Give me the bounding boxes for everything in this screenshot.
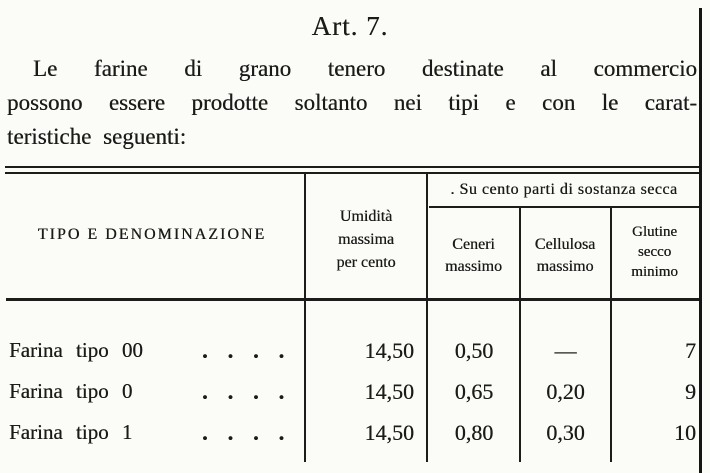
article-title: Art. 7. bbox=[311, 11, 389, 41]
cellulosa-value: — bbox=[554, 338, 577, 363]
umidita-value: 14,50 bbox=[364, 420, 414, 445]
header-line: minimo bbox=[631, 264, 678, 280]
row-label: Farina tipo 0 bbox=[9, 379, 133, 403]
header-umidita-massima bbox=[306, 205, 426, 274]
header-tipo-e-denominazione: TIPO E DENOMINAZIONE bbox=[37, 226, 267, 243]
table-row bbox=[0, 420, 710, 448]
column-divider bbox=[426, 174, 428, 462]
dot-leader: . . . . bbox=[202, 338, 292, 363]
header-ceneri-massimo bbox=[428, 234, 519, 278]
header-line: Ceneri bbox=[452, 236, 495, 253]
header-sostanza-secca-group: . Su cento parti di sostanza secca bbox=[450, 181, 678, 198]
ceneri-value: 0,80 bbox=[454, 420, 494, 445]
header-line: massimo bbox=[536, 258, 594, 275]
cellulosa-value: 0,20 bbox=[546, 379, 585, 404]
header-line: massimo bbox=[445, 258, 502, 275]
header-body-rule bbox=[6, 298, 701, 301]
cellulosa-value: 0,30 bbox=[546, 420, 585, 445]
paragraph-line: Le farine di grano tenero destinate al commercio bbox=[33, 56, 697, 81]
dot-leader: . . . . bbox=[202, 420, 292, 445]
table-top-rule bbox=[5, 166, 701, 168]
table-top-rule-second bbox=[5, 172, 701, 174]
header-line: massima bbox=[338, 231, 394, 248]
glutine-value: 7 bbox=[685, 338, 696, 363]
header-cellulosa-massimo bbox=[520, 234, 610, 278]
table-row bbox=[0, 338, 710, 366]
header-line: secco bbox=[637, 244, 672, 260]
header-line: Umidità bbox=[339, 208, 393, 225]
glutine-value: 9 bbox=[685, 379, 696, 404]
row-label: Farina tipo 1 bbox=[9, 420, 133, 444]
header-line: Glutine bbox=[632, 224, 677, 240]
dot-leader: . . . . bbox=[202, 379, 292, 404]
group-header-underline bbox=[429, 206, 701, 208]
paragraph-line: possono essere prodotte soltanto nei tipi e con le carat- bbox=[7, 90, 697, 115]
header-glutine-secco-minimo bbox=[611, 222, 698, 282]
umidita-value: 14,50 bbox=[364, 338, 414, 363]
ceneri-value: 0,65 bbox=[454, 379, 494, 404]
umidita-value: 14,50 bbox=[364, 379, 414, 404]
intro-paragraph bbox=[7, 52, 697, 154]
paragraph-line: teristiche seguenti: bbox=[7, 124, 187, 149]
glutine-value: 10 bbox=[674, 420, 696, 445]
row-label: Farina tipo 00 bbox=[9, 338, 143, 362]
ceneri-value: 0,50 bbox=[454, 338, 494, 363]
header-line: Cellulosa bbox=[534, 236, 596, 253]
table-row bbox=[0, 379, 710, 407]
header-line: per cento bbox=[336, 254, 396, 271]
